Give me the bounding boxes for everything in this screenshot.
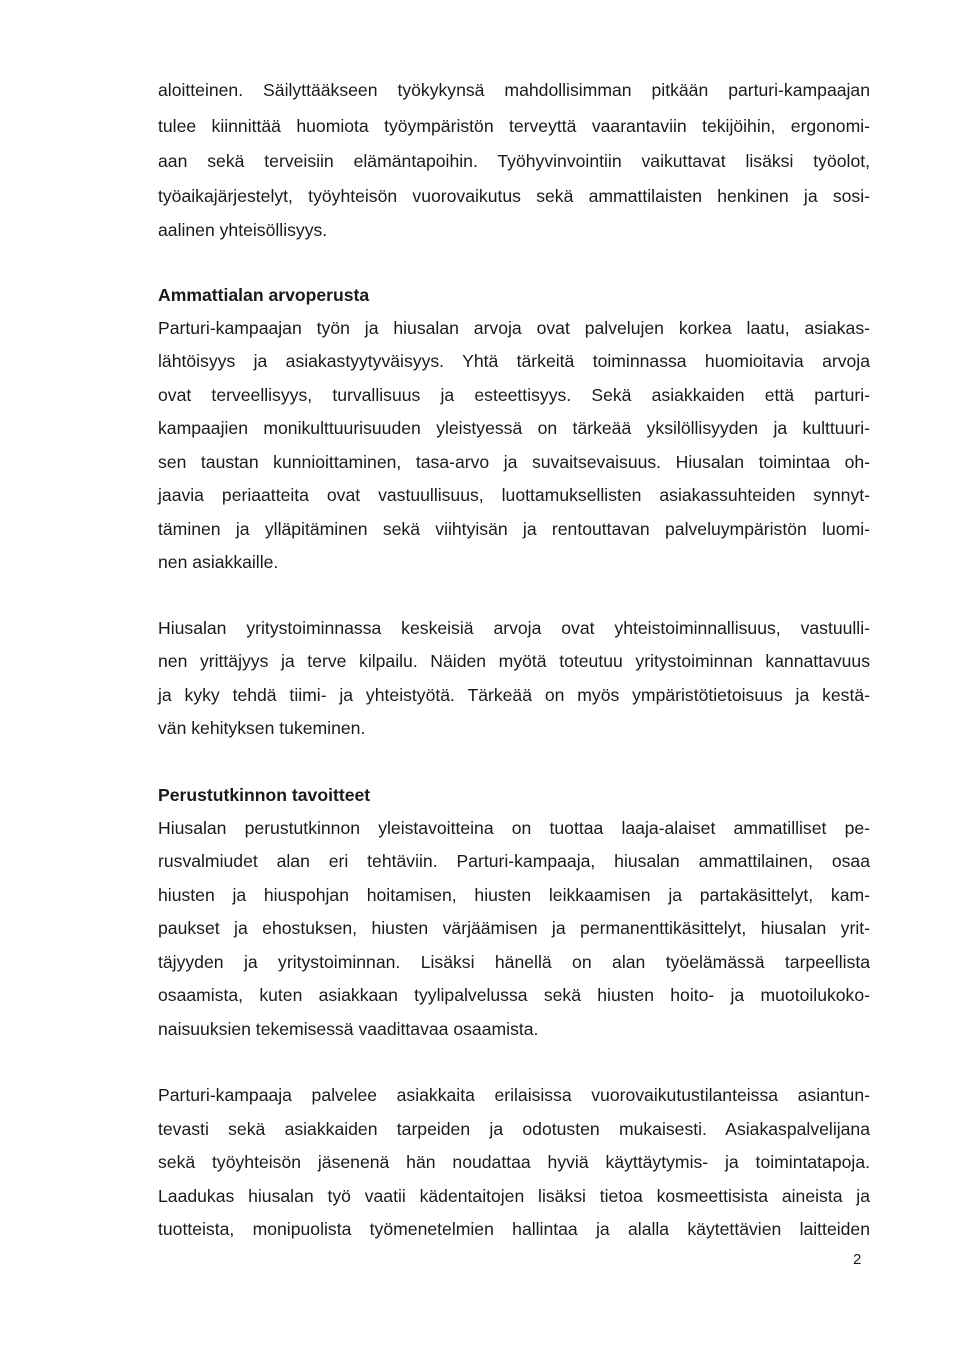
text-line: ja kyky tehdä tiimi- ja yhteistyötä. Tärkeää on myös ympäristötietoisuus ja kestä- — [158, 685, 870, 705]
text-line: vän kehityksen tukeminen. — [158, 718, 366, 738]
text-line: täminen ja ylläpitäminen sekä viihtyisän ja rentouttavan palveluympäristön luomi- — [158, 519, 870, 539]
text-line: työaikajärjestelyt, työyhteisön vuorovaikutus sekä ammattilaisten henkinen ja sosi- — [158, 186, 870, 206]
text-line: aloitteinen. Säilyttääkseen työkykynsä mahdollisimman pitkään parturi-kampaajan — [158, 80, 870, 100]
text-line: Laadukas hiusalan työ vaatii kädentaitojen lisäksi tietoa kosmeettisista aineista ja — [158, 1186, 870, 1206]
text-line: Parturi-kampaajan työn ja hiusalan arvoja ovat palvelujen korkea laatu, asiakas- — [158, 318, 870, 338]
text-line: Parturi-kampaaja palvelee asiakkaita erilaisissa vuorovaikutustilanteissa asiantun- — [158, 1085, 870, 1105]
text-line: tuotteista, monipuolista työmenetelmien hallintaa ja alalla käytettävien laitteiden — [158, 1219, 870, 1239]
text-line: naisuuksien tekemisessä vaadittavaa osaamista. — [158, 1019, 539, 1039]
text-line: täjyyden ja yritystoiminnan. Lisäksi hänellä on alan työelämässä tarpeellista — [158, 952, 870, 972]
text-line: nen asiakkaille. — [158, 552, 279, 572]
text-line: paukset ja ehostuksen, hiusten värjäämisen ja permanenttikäsittelyt, hiusalan yrit- — [158, 918, 870, 938]
text-line: Hiusalan perustutkinnon yleistavoitteina on tuottaa laaja-alaiset ammatilliset pe- — [158, 818, 870, 838]
text-line: rusvalmiudet alan eri tehtäviin. Parturi-kampaaja, hiusalan ammattilainen, osaa — [158, 851, 870, 871]
heading-ammattialan-arvoperusta: Ammattialan arvoperusta — [158, 285, 370, 305]
text-line: osaamista, kuten asiakkaan tyylipalvelussa sekä hiusten hoito- ja muotoilukoko- — [158, 985, 870, 1005]
text-line: hiusten ja hiuspohjan hoitamisen, hiusten leikkaamisen ja partakäsittelyt, kam- — [158, 885, 870, 905]
text-line: tulee kiinnittää huomiota työympäristön terveyttä vaarantaviin tekijöihin, ergonomi- — [158, 116, 870, 136]
text-line: jaavia periaatteita ovat vastuullisuus, luottamuksellisten asiakassuhteiden synnyt- — [158, 485, 870, 505]
text-line: kampaajien monikulttuurisuuden yleistyessä on tärkeää yksilöllisyyden ja kulttuuri- — [158, 418, 870, 438]
text-line: aan sekä terveisiin elämäntapoihin. Työhyvinvointiin vaikuttavat lisäksi työolot, — [158, 151, 870, 171]
text-line: Hiusalan yritystoiminnassa keskeisiä arvoja ovat yhteistoiminnallisuus, vastuulli- — [158, 618, 870, 638]
text-line: aalinen yhteisöllisyys. — [158, 220, 328, 240]
text-line: sen taustan kunnioittaminen, tasa-arvo ja suvaitsevaisuus. Hiusalan toimintaa oh- — [158, 452, 870, 472]
text-line: nen yrittäjyys ja terve kilpailu. Näiden myötä toteutuu yritystoiminnan kannattavuus — [158, 651, 870, 671]
text-line: tevasti sekä asiakkaiden tarpeiden ja odotusten mukaisesti. Asiakaspalvelijana — [158, 1119, 870, 1139]
text-line: ovat terveellisyys, turvallisuus ja esteettisyys. Sekä asiakkaiden että parturi- — [158, 385, 870, 405]
heading-perustutkinnon-tavoitteet: Perustutkinnon tavoitteet — [158, 785, 371, 805]
text-line: sekä työyhteisön jäsenenä hän noudattaa hyviä käyttäytymis- ja toimintatapoja. — [158, 1152, 870, 1172]
text-line: lähtöisyys ja asiakastyytyväisyys. Yhtä tärkeitä toiminnassa huomioitavia arvoja — [158, 351, 870, 371]
page-number: 2 — [853, 1251, 862, 1268]
